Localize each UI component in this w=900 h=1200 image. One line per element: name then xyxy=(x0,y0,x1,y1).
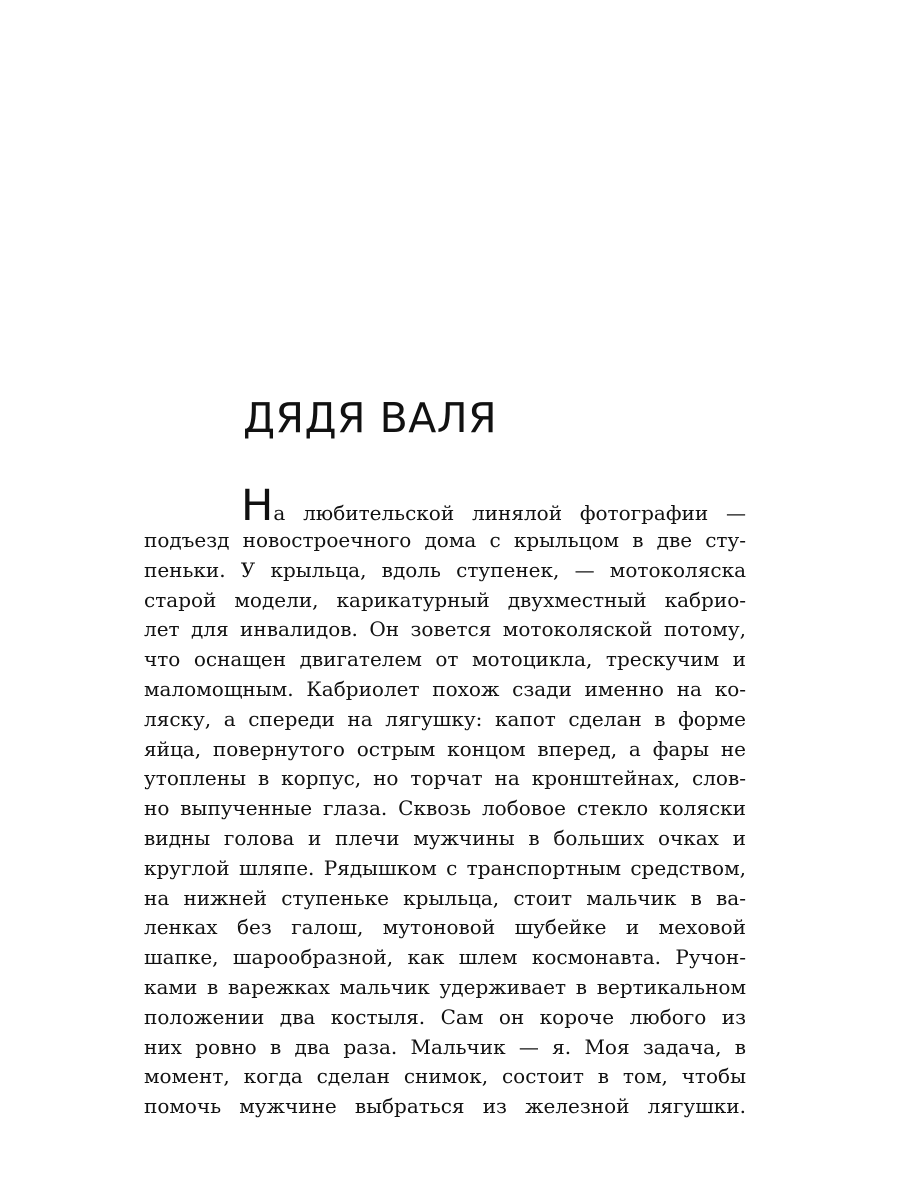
text-line: видны голова и плечи мужчины в больших очках и xyxy=(144,825,746,850)
text-line: момент, когда сделан снимок, состоит в том, чтобы xyxy=(144,1064,746,1089)
text-line: подъезд новостроечного дома с крыльцом в две сту- xyxy=(144,528,746,552)
first-line xyxy=(144,486,746,526)
text-line: шапке, шарообразной, как шлем космонавта. Ручон- xyxy=(144,945,746,970)
chapter-title: ДЯДЯ ВАЛЯ xyxy=(243,394,498,442)
text-line: но выпученные глаза. Сквозь лобовое стекло коляски xyxy=(144,796,746,821)
first-line-text: а любительской линялой фотографии — xyxy=(273,501,746,525)
text-line: старой модели, карикатурный двухместный кабрио- xyxy=(144,587,746,612)
text-line: яйца, повернутого острым концом вперед, а фары не xyxy=(144,736,746,761)
text-line: лет для инвалидов. Он зовется мотоколяской потому, xyxy=(144,617,746,642)
text-line: что оснащен двигателем от мотоцикла, трескучим и xyxy=(144,647,746,672)
text-line: маломощным. Кабриолет похож сзади именно на ко- xyxy=(144,676,746,701)
text-line: ками в варежках мальчик удерживает в вертикальном xyxy=(144,974,746,999)
text-line: ляску, а спереди на лягушку: капот сделан в форме xyxy=(144,706,746,731)
text-line: помочь мужчине выбраться из железной лягушки. xyxy=(144,1094,746,1119)
body-paragraph xyxy=(144,486,746,1122)
text-line: на нижней ступеньке крыльца, стоит мальчик в ва- xyxy=(144,885,746,910)
text-line: них ровно в два раза. Мальчик — я. Моя задача, в xyxy=(144,1034,746,1059)
text-line: утоплены в корпус, но торчат на кронштейнах, слов- xyxy=(144,766,746,791)
drop-cap: Н xyxy=(241,486,274,526)
text-line: круглой шляпе. Рядышком с транспортным средством, xyxy=(144,855,746,880)
text-line: положении два костыля. Сам он короче любого из xyxy=(144,1004,746,1029)
text-line: пеньки. У крыльца, вдоль ступенек, — мотоколяска xyxy=(144,557,746,582)
text-line: ленках без галош, мутоновой шубейке и меховой xyxy=(144,915,746,940)
